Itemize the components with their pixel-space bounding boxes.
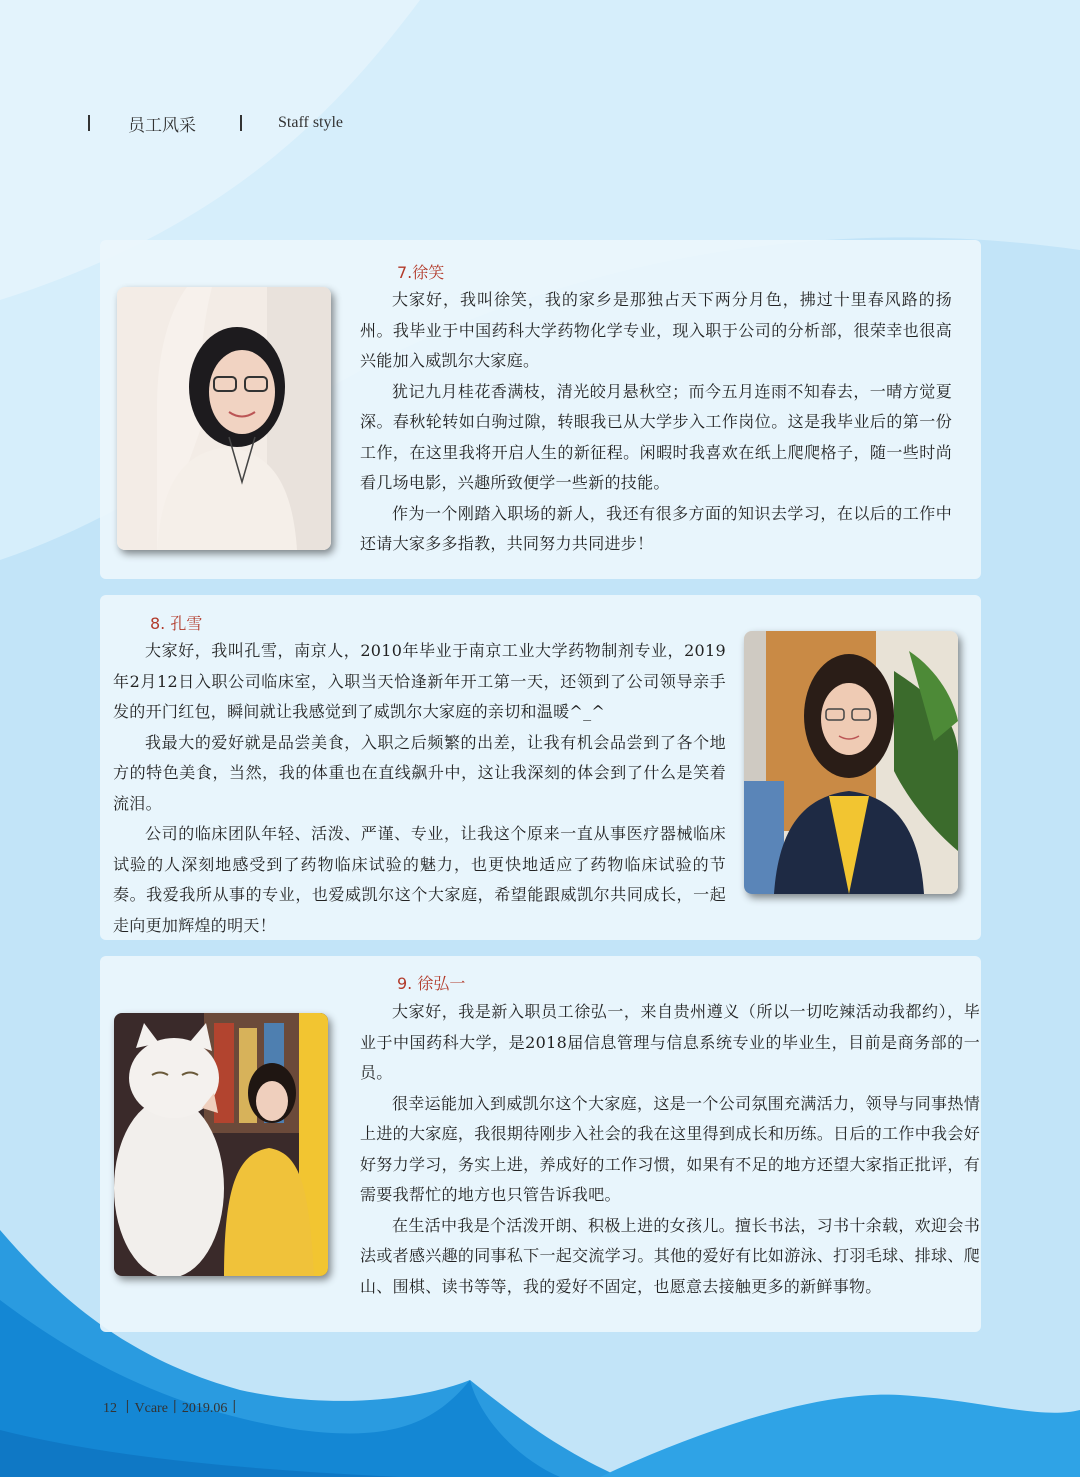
profile-photo xyxy=(744,631,958,894)
bio-paragraph: 大家好，我是新入职员工徐弘一，来自贵州遵义（所以一切吃辣活动我都约），毕业于中国药科大学，是2018届信息管理与信息系统专业的毕业生，目前是商务部的一员。 xyxy=(360,1002,980,1082)
profile-name: 9. 徐弘一 xyxy=(397,974,466,993)
bio-paragraph: 很幸运能加入到威凯尔这个大家庭，这是一个公司氛围充满活力，领导与同事热情上进的大家庭，我很期待刚步入社会的我在这里得到成长和历练。日后的工作中我会好好努力学习，务实上进，养成好的工作习惯，如果有不足的地方还望大家指正批评，有需要我帮忙的地方也只管告诉我吧。 xyxy=(360,1093,980,1204)
header-divider xyxy=(240,115,242,131)
section-title-en: Staff style xyxy=(278,114,344,131)
profile-bio xyxy=(360,997,980,1302)
profile-card-2 xyxy=(100,595,981,940)
profile-photo xyxy=(114,1013,328,1276)
bio-paragraph: 作为一个刚踏入职场的新人，我还有很多方面的知识去学习，在以后的工作中还请大家多多指教，共同努力共同进步！ xyxy=(360,503,952,553)
bio-paragraph: 在生活中我是个活泼开朗、积极上进的女孩儿。擅长书法，习书十余载，欢迎会书法或者感兴趣的同事私下一起交流学习。其他的爱好有比如游泳、打羽毛球、排球、爬山、围棋、读书等等，我的爱好不固定，也愿意去接触更多的新鲜事物。 xyxy=(360,1215,980,1296)
header-divider xyxy=(88,115,90,131)
profile-name: 7.徐笑 xyxy=(397,263,445,282)
section-title-cn: 员工风采 xyxy=(128,115,196,136)
profile-card-1 xyxy=(100,240,981,579)
bio-paragraph: 公司的临床团队年轻、活泼、严谨、专业，让我这个原来一直从事医疗器械临床试验的人深刻地感受到了药物临床试验的魅力，也更快地适应了药物临床试验的节奏。我爱我所从事的专业，也爱威凯尔这个大家庭，希望能跟威凯尔共同成长，一起走向更加辉煌的明天！ xyxy=(113,824,726,935)
bio-paragraph: 大家好，我叫徐笑，我的家乡是那独占天下两分月色，拂过十里春风路的扬州。我毕业于中国药科大学药物化学专业，现入职于公司的分析部，很荣幸也很高兴能加入威凯尔大家庭。 xyxy=(360,290,952,370)
profile-photo xyxy=(117,287,331,550)
bio-paragraph: 犹记九月桂花香满枝，清光皎月悬秋空；而今五月连雨不知春去，一晴方觉夏深。春秋轮转如白驹过隙，转眼我已从大学步入工作岗位。这是我毕业后的第一份工作，在这里我将开启人生的新征程。闲暇时我喜欢在纸上爬爬格子，随一些时尚看几场电影，兴趣所致便学一些新的技能。 xyxy=(360,381,952,492)
bio-paragraph: 大家好，我叫孔雪，南京人，2010年毕业于南京工业大学药物制剂专业，2019年2月12日入职公司临床室，入职当天恰逢新年开工第一天，还领到了公司领导亲手发的开门红包，瞬间就让我感觉到了威凯尔大家庭的亲切和温暖^_^ xyxy=(113,641,726,721)
profile-card-3 xyxy=(100,956,981,1332)
bio-paragraph: 我最大的爱好就是品尝美食，入职之后频繁的出差，让我有机会品尝到了各个地方的特色美食，当然，我的体重也在直线飙升中，这让我深刻的体会到了什么是笑着流泪。 xyxy=(113,732,726,813)
profile-bio xyxy=(360,285,952,560)
section-header xyxy=(88,110,343,136)
profile-name: 8. 孔雪 xyxy=(150,614,203,633)
page-footer: 12 丨Vcare丨2019.06丨 xyxy=(103,1401,242,1416)
profile-bio xyxy=(113,636,726,941)
